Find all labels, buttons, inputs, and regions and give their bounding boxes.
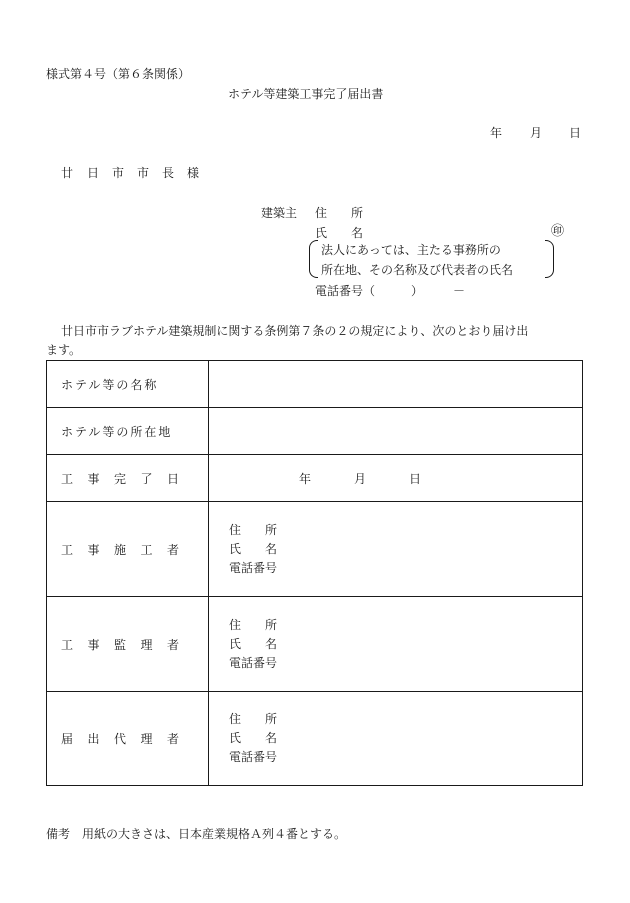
addressee-char: 廿: [61, 166, 74, 180]
date-day: 日: [569, 126, 582, 140]
addressee-char: 長: [162, 166, 175, 180]
contractor-field[interactable]: [209, 502, 583, 597]
corporate-note-line2: 所在地、その名称及び代表者の氏名: [321, 263, 514, 277]
agent-name: 氏 名: [229, 731, 278, 745]
note-bracket-right: [545, 240, 554, 278]
table-row: [47, 692, 583, 786]
agent-label: 届 出 代 理 者: [47, 692, 209, 786]
hotel-location-field[interactable]: [209, 408, 583, 455]
table-row: [47, 597, 583, 692]
completion-year: 年: [299, 471, 312, 486]
applicant-label: 建築主: [261, 206, 298, 220]
agent-address: 住 所: [229, 712, 278, 726]
completion-date-label: 工 事 完 了 日: [47, 455, 209, 502]
supervisor-label: 工 事 監 理 者: [47, 597, 209, 692]
document-title: ホテル等建築工事完了届出書: [228, 87, 384, 101]
completion-month: 月: [354, 471, 367, 486]
hotel-location-label: ホテル等の所在地: [47, 408, 209, 455]
addressee-char: 日: [87, 166, 100, 180]
supervisor-name: 氏 名: [229, 636, 278, 651]
contractor-phone: 電話番号: [229, 560, 278, 575]
date-year: 年: [490, 126, 503, 140]
agent-field[interactable]: [209, 692, 583, 786]
seal-mark: ㊞: [551, 224, 565, 239]
table-row: [47, 361, 583, 408]
note-bracket-left: [309, 240, 318, 278]
applicant-address-label: 住 所: [315, 206, 364, 220]
body-text: 廿日市市ラブホテル建築規制に関する条例第７条の２の規定により、次のとおり届け出: [61, 324, 529, 338]
body-text-continued: ます。: [46, 343, 82, 357]
notification-table: [46, 360, 583, 786]
hotel-name-label: ホテル等の名称: [47, 361, 209, 408]
applicant-phone-label: 電話番号（ ） －: [315, 284, 466, 298]
table-row: [47, 408, 583, 455]
remarks: 備考 用紙の大きさは、日本産業規格Ａ列４番とする。: [46, 827, 347, 841]
form-number: 様式第４号（第６条関係）: [46, 67, 191, 81]
table-row: [47, 455, 583, 502]
contractor-label: 工 事 施 工 者: [47, 502, 209, 597]
addressee-char: 市: [112, 166, 125, 180]
addressee-char: 市: [137, 166, 150, 180]
completion-day: 日: [409, 471, 422, 486]
date-month: 月: [530, 126, 543, 140]
addressee-char: 様: [187, 166, 200, 180]
supervisor-address: 住 所: [229, 617, 278, 632]
completion-date-field[interactable]: [209, 455, 583, 502]
contractor-address: 住 所: [229, 522, 278, 537]
hotel-name-field[interactable]: [209, 361, 583, 408]
contractor-name: 氏 名: [229, 541, 278, 556]
agent-phone: 電話番号: [229, 750, 278, 764]
applicant-name-label: 氏 名: [315, 226, 364, 240]
table-row: [47, 502, 583, 597]
corporate-note-line1: 法人にあっては、主たる事務所の: [321, 243, 501, 257]
supervisor-phone: 電話番号: [229, 655, 278, 670]
supervisor-field[interactable]: [209, 597, 583, 692]
